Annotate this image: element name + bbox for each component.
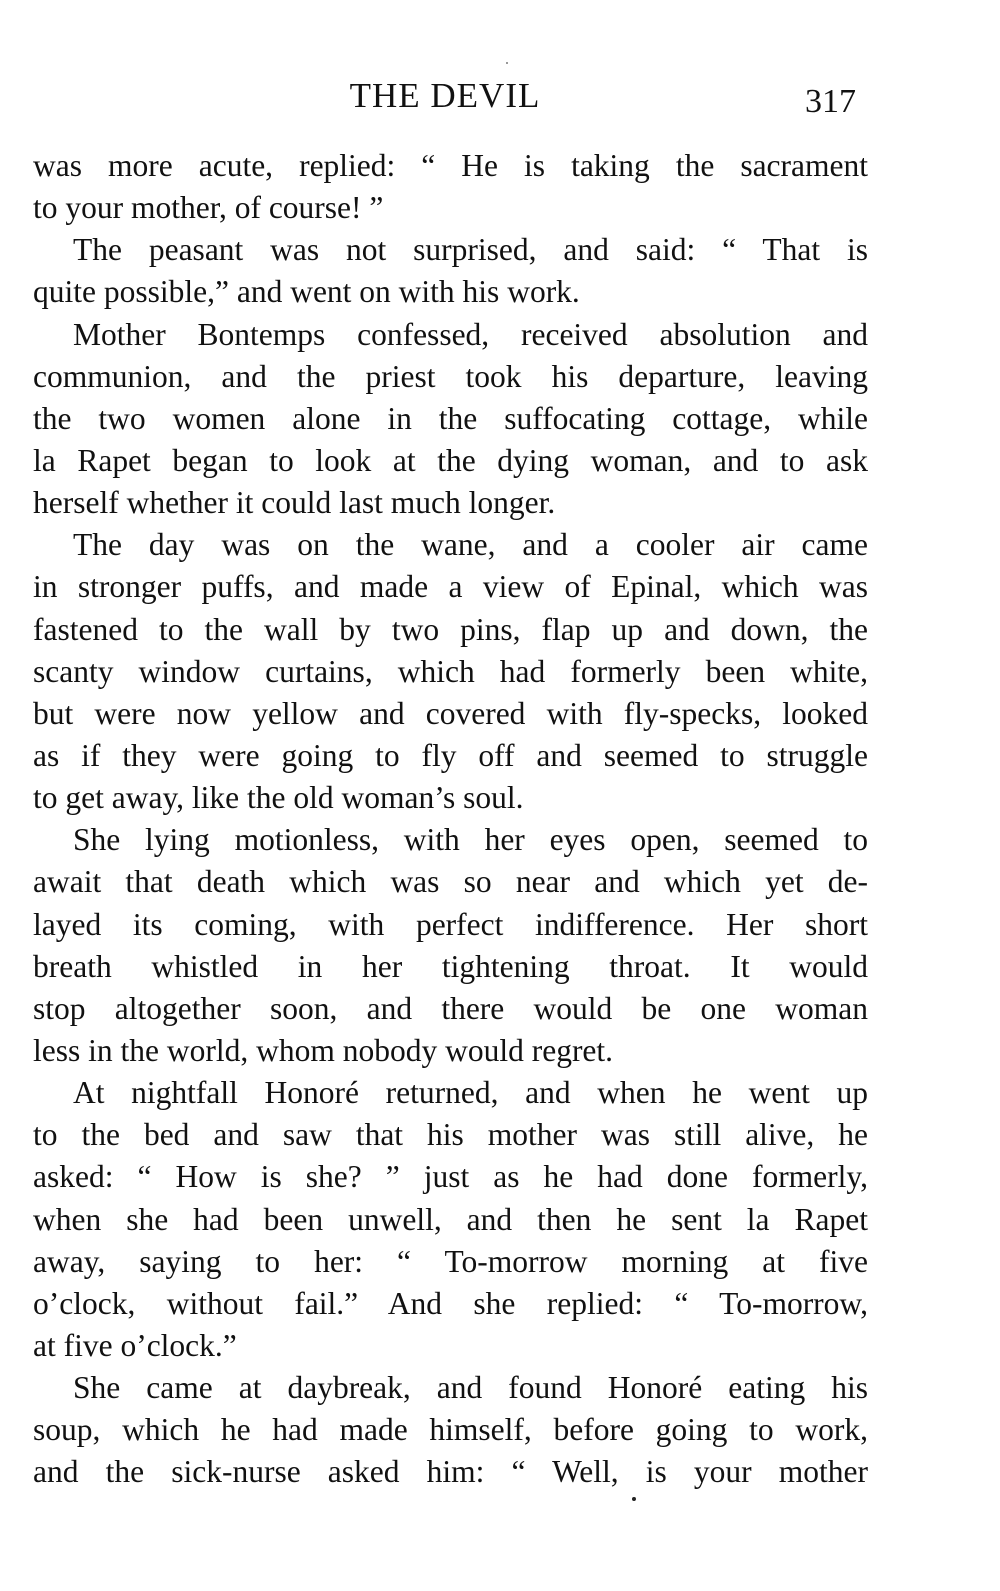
text-line: la Rapet began to look at the dying woman, and to ask: [33, 442, 868, 478]
text-line: less in the world, whom nobody would regret.: [33, 1032, 614, 1068]
page-header: [0, 74, 1000, 118]
text-line: soup, which he had made himself, before going to work,: [33, 1412, 868, 1448]
text-line: away, saying to her: “ To-morrow morning at five: [33, 1243, 868, 1279]
text-line: asked: “ How is she? ” just as he had done formerly,: [33, 1159, 868, 1195]
text-line: At nightfall Honoré returned, and when he went up: [73, 1075, 868, 1111]
text-line: The day was on the wane, and a cooler air came: [73, 527, 868, 563]
text-line: was more acute, replied: “ He is taking the sacrament: [33, 148, 868, 183]
page-number: 317: [805, 83, 856, 120]
text-line: to get away, like the old woman’s soul.: [33, 780, 524, 816]
text-line: communion, and the priest took his departure, leaving: [33, 358, 868, 394]
text-line: herself whether it could last much longer.: [33, 485, 556, 521]
text-line: in stronger puffs, and made a view of Epinal, which was: [33, 569, 868, 605]
text-line: quite possible,” and went on with his work.: [33, 274, 580, 310]
text-line: Mother Bontemps confessed, received absolution and: [73, 316, 868, 352]
text-line: She lying motionless, with her eyes open, seemed to: [73, 822, 868, 858]
text-line: fastened to the wall by two pins, flap up and down, the: [33, 611, 868, 647]
text-line: await that death which was so near and which yet de-: [33, 864, 868, 900]
text-line: the two women alone in the suffocating cottage, while: [33, 400, 868, 436]
running-title: THE DEVIL: [349, 76, 541, 115]
text-line: to your mother, of course! ”: [33, 190, 384, 226]
text-line: breath whistled in her tightening throat. It would: [33, 948, 868, 984]
body-text: [33, 145, 868, 1494]
scan-speck: [506, 62, 508, 64]
text-line: She came at daybreak, and found Honoré eating his: [73, 1370, 868, 1406]
text-line: as if they were going to fly off and seemed to struggle: [33, 737, 868, 773]
text-line: to the bed and saw that his mother was still alive, he: [33, 1117, 868, 1153]
text-line: and the sick-nurse asked him: “ Well, is your mother: [33, 1454, 868, 1490]
text-line: The peasant was not surprised, and said: “ That is: [73, 232, 868, 268]
text-line: but were now yellow and covered with fly-specks, looked: [33, 695, 868, 731]
text-line: stop altogether soon, and there would be one woman: [33, 990, 868, 1026]
text-line: layed its coming, with perfect indifference. Her short: [33, 906, 868, 942]
text-line: at five o’clock.”: [33, 1327, 237, 1363]
text-line: when she had been unwell, and then he sent la Rapet: [33, 1201, 868, 1237]
text-line: o’clock, without fail.” And she replied: “ To-morrow,: [33, 1285, 868, 1321]
text-line: scanty window curtains, which had formerly been white,: [33, 653, 868, 689]
print-mark: [632, 1497, 636, 1501]
